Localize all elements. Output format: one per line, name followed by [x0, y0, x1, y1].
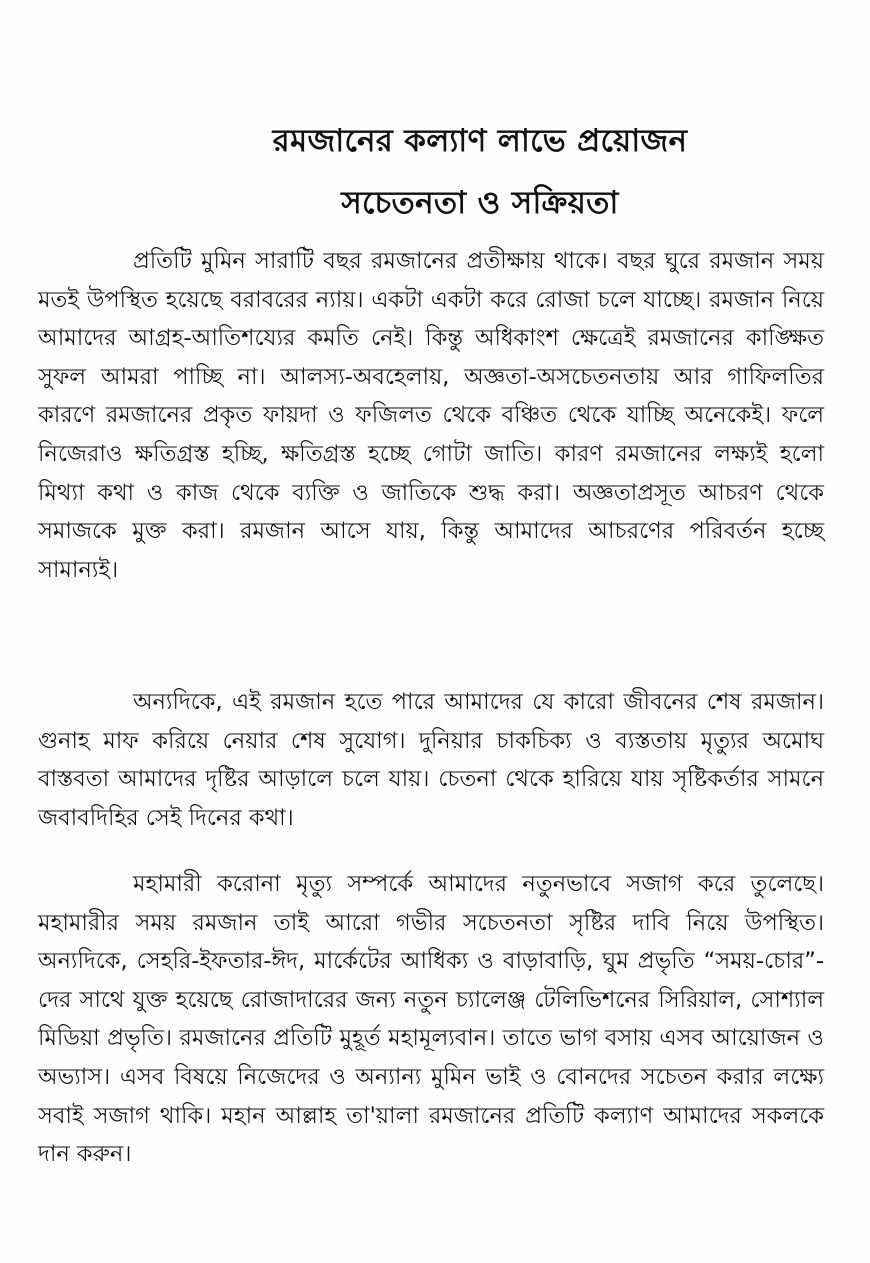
title-line-1: রমজানের কল্যাণ লাভে প্রয়োজন: [272, 123, 688, 159]
title-line-2: সচেতনতা ও সক্রিয়তা: [341, 185, 619, 221]
paragraph-2: অন্যদিকে, এই রমজান হতে পারে আমাদের যে কারো জীবনের শেষ রমজান। গুনাহ মাফ করিয়ে নেয়ার শেষ সুযোগ। দুনিয়ার চাকচিক্য ও ব্যস্ততায় মৃত্যুর অমোঘ বাস্তবতা আমাদের দৃষ্টির আড়ালে চলে যায়। চেতনা থেকে হারিয়ে যায় সৃষ্টিকর্তার সামনে জবাবদিহির সেই দিনের কথা।: [38, 689, 824, 831]
paragraph-3: মহামারী করোনা মৃত্যু সম্পর্কে আমাদের নতুনভাবে সজাগ করে তুলেছে। মহামারীর সময় রমজান তাই আরো গভীর সচেতনতা সৃষ্টির দাবি নিয়ে উপস্থিত। অন্যদিকে, সেহরি-ইফতার-ঈদ, মার্কেটের আধিক্য ও বাড়াবাড়ি, ঘুম প্রভৃতি “সময়-চোর”-দের সাথে যুক্ত হয়েছে রোজাদারের জন্য নতুন চ্যালেঞ্জ টেলিভিশনের সিরিয়াল, সোশ্যাল মিডিয়া প্রভৃতি। রমজানের প্রতিটি মুহূর্ত মহামূল্যবান। তাতে ভাগ বসায় এসব আয়োজন ও অভ্যাস। এসব বিষয়ে নিজেদের ও অন্যান্য মুমিন ভাই ও বোনদের সচেতন করার লক্ষ্যে সবাই সজাগ থাকি। মহান আল্লাহ তা'য়ালা রমজানের প্রতিটি কল্যাণ আমাদের সকলকে দান করুন।: [38, 871, 824, 1168]
paragraph-1: প্রতিটি মুমিন সারাটি বছর রমজানের প্রতীক্ষায় থাকে। বছর ঘুরে রমজান সময় মতই উপস্থিত হয়েছে বরাবরের ন্যায়। একটা একটা করে রোজা চলে যাচ্ছে। রমজান নিয়ে আমাদের আগ্রহ-আতিশয্যের কমতি নেই। কিন্তু অধিকাংশ ক্ষেত্রেই রমজানের কাঙ্ক্ষিত সুফল আমরা পাচ্ছি না। আলস্য-অবহেলায়, অজ্ঞতা-অসচেতনতায় আর গাফিলতির কারণে রমজানের প্রকৃত ফায়দা ও ফজিলত থেকে বঞ্চিত থেকে যাচ্ছি অনেকেই। ফলে নিজেরাও ক্ষতিগ্রস্ত হচ্ছি, ক্ষতিগ্রস্ত হচ্ছে গোটা জাতি। কারণ রমজানের লক্ষ্যই হলো মিথ্যা কথা ও কাজ থেকে ব্যক্তি ও জাতিকে শুদ্ধ করা। অজ্ঞতাপ্রসূত আচরণ থেকে সমাজকে মুক্ত করা। রমজান আসে যায়, কিন্তু আমাদের আচরণের পরিবর্তন হচ্ছে সামান্যই।: [38, 248, 824, 583]
article-title: [0, 110, 870, 234]
